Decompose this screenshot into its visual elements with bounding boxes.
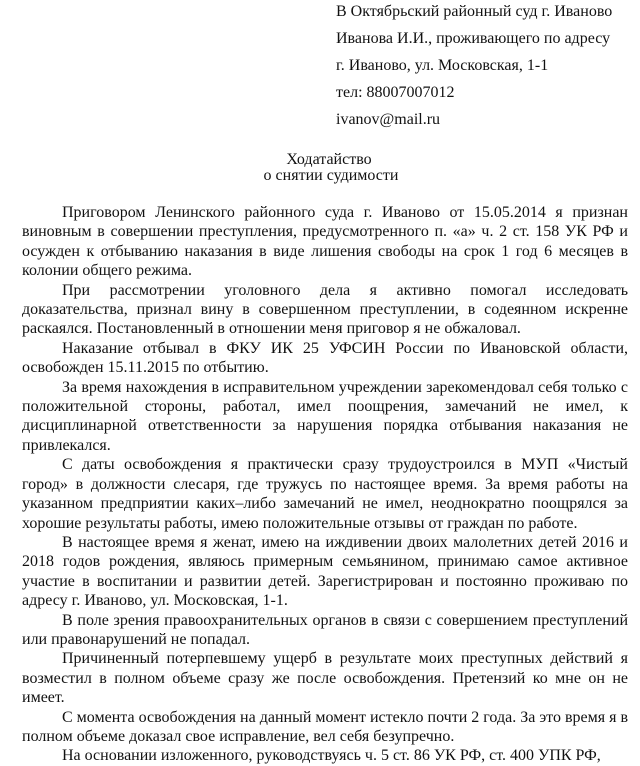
document-title bbox=[0, 152, 640, 184]
document-body bbox=[22, 203, 628, 766]
addressee-block bbox=[336, 3, 636, 138]
paragraph: Причиненный потерпевшему ущерб в результате моих преступных действий я возместил в полном объеме сразу же после освобождения. Претензий ко мне он не имеет. bbox=[22, 650, 628, 707]
title-line-1: Ходатайство bbox=[286, 151, 372, 168]
paragraph: С момента освобождения на данный момент истекло почти 2 года. За это время я в полном объеме доказал свое исправление, вел себя безупречно. bbox=[22, 708, 629, 745]
applicant-phone: тел: 88007007012 bbox=[336, 84, 455, 101]
paragraph: С даты освобождения я практически сразу трудоустроился в МУП «Чистый город» в должности слесаря, где тружусь по настоящее время. За время работы на указанном предприятии каких–либо замечаний не имел, неоднократно поощрялся за хорошие результаты работы, имею положительные отзывы от граждан по работе. bbox=[22, 456, 628, 532]
court-name: В Октябрьский районный суд г. Иваново bbox=[336, 3, 613, 20]
paragraph: При рассмотрении уголовного дела я активно помогал исследовать доказательства, признал вину в совершенном преступлении, в содеянном искренне раскаялся. Постановленный в отношении меня приговор я не обжаловал. bbox=[22, 281, 628, 338]
applicant-address: г. Иваново, ул. Московская, 1-1 bbox=[336, 57, 549, 74]
paragraph: Наказание отбывал в ФКУ ИК 25 УФСИН России по Ивановской области, освобожден 15.11.2015 по отбытию. bbox=[22, 339, 628, 377]
paragraph: Приговором Ленинского районного суда г. Иваново от 15.05.2014 я признан виновным в совершении преступления, предусмотренного п. «а» ч. 2 ст. 158 УК РФ и осужден к отбыванию наказания в виде лишения свободы на срок 1 год 6 месяцев в колонии общего режима. bbox=[22, 204, 628, 280]
paragraph: На основании изложенного, руководствуясь ч. 5 ст. 86 УК РФ, ст. 400 УПК РФ, bbox=[62, 747, 601, 765]
applicant-email: ivanov@mail.ru bbox=[336, 111, 441, 128]
applicant-name: Иванова И.И., проживающего по адресу bbox=[336, 30, 611, 47]
paragraph: В настоящее время я женат, имею на иждивении двоих малолетних детей 2016 и 2018 годов рождения, являюсь примерным семьянином, принимаю самое активное участие в воспитании и развитии детей. Зарегистрирован и постоянно проживаю по адресу г. Иваново, ул. Московская, 1-1. bbox=[22, 533, 628, 610]
title-line-2: о снятии судимости bbox=[263, 167, 399, 184]
paragraph: В поле зрения правоохранительных органов в связи с совершением преступлений или правонарушений не попадал. bbox=[22, 611, 628, 648]
paragraph: За время нахождения в исправительном учреждении зарекомендовал себя только с положительной стороны, работал, имел поощрения, замечаний не имел, к дисциплинарной ответственности за нарушения порядка отбывания наказания не привлекался. bbox=[22, 378, 628, 454]
